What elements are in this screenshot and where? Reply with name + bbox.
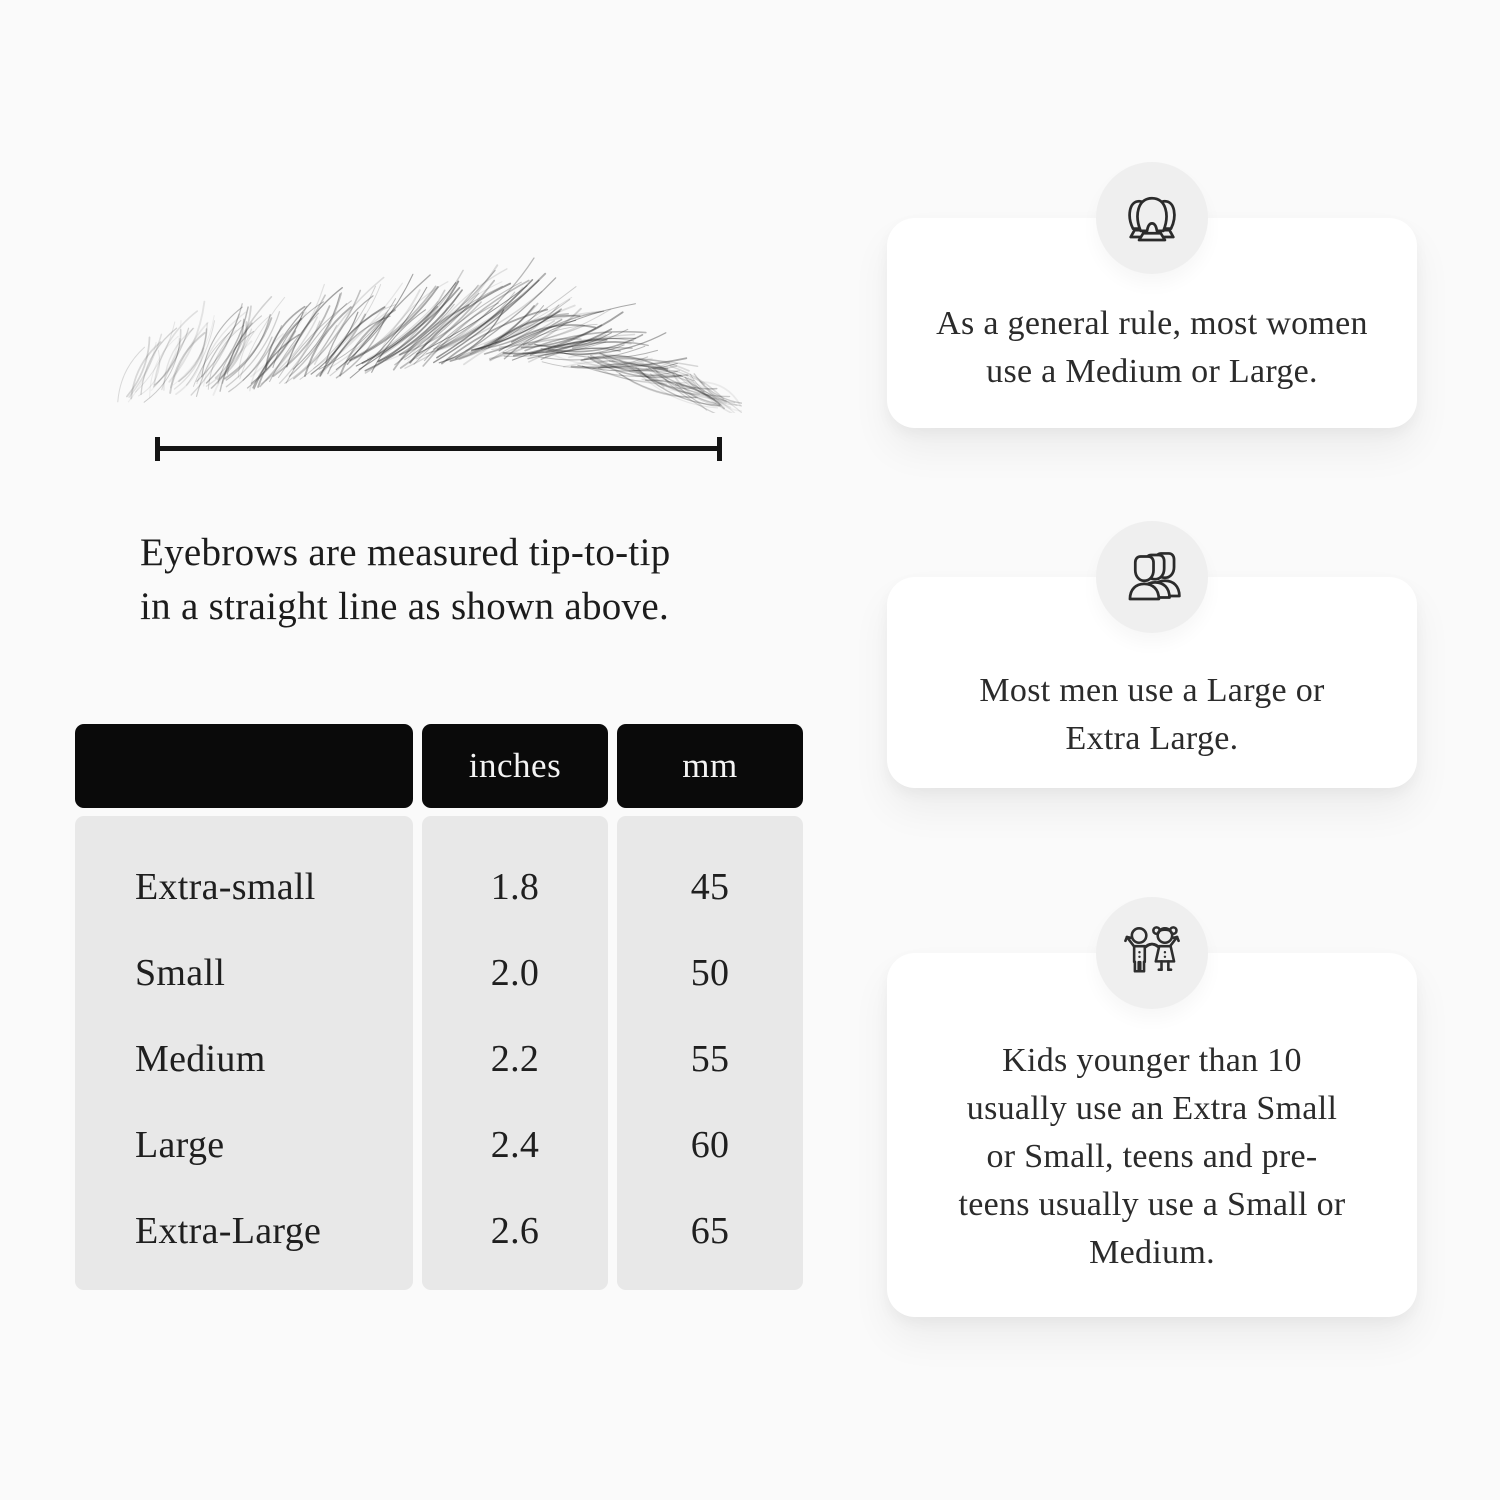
inches-value: 2.6 xyxy=(490,1210,540,1252)
table-row-label: Large xyxy=(135,1124,225,1166)
measurement-line xyxy=(155,446,722,451)
women-group-icon xyxy=(1096,162,1208,274)
men-advice-text: Most men use a Large or Extra Large. xyxy=(979,672,1325,757)
mm-value: 50 xyxy=(690,952,730,994)
caption-line-2: in a straight line as shown above. xyxy=(140,585,670,628)
mm-column xyxy=(617,816,803,1290)
inches-column xyxy=(422,816,608,1290)
kids-advice-text: Kids younger than 10 usually use an Extra Small or Small, teens and pre-teens usually use a Small or Medium. xyxy=(958,1042,1346,1271)
inches-column-header: inches xyxy=(422,724,608,808)
men-group-icon xyxy=(1096,521,1208,633)
size-label-column xyxy=(75,816,413,1290)
inches-value: 2.0 xyxy=(490,952,540,994)
size-column-header xyxy=(75,724,413,808)
inches-value: 1.8 xyxy=(490,866,540,908)
size-table xyxy=(75,724,805,1290)
mm-value: 65 xyxy=(690,1210,730,1252)
table-row-label: Medium xyxy=(135,1038,266,1080)
women-advice-text: As a general rule, most women use a Medium or Large. xyxy=(936,305,1368,390)
inches-value: 2.4 xyxy=(490,1124,540,1166)
measurement-caption xyxy=(140,526,800,634)
size-table-body xyxy=(75,816,805,1290)
mm-value: 45 xyxy=(690,866,730,908)
mm-column-header: mm xyxy=(617,724,803,808)
caption-line-1: Eyebrows are measured tip-to-tip xyxy=(140,531,671,574)
eyebrow-illustration xyxy=(112,243,742,413)
table-row-label: Small xyxy=(135,952,226,994)
mm-value: 60 xyxy=(690,1124,730,1166)
mm-value: 55 xyxy=(690,1038,730,1080)
size-table-header xyxy=(75,724,805,808)
table-row-label: Extra-small xyxy=(135,866,316,908)
table-row-label: Extra-Large xyxy=(135,1210,322,1252)
kids-icon xyxy=(1096,897,1208,1009)
inches-value: 2.2 xyxy=(490,1038,540,1080)
